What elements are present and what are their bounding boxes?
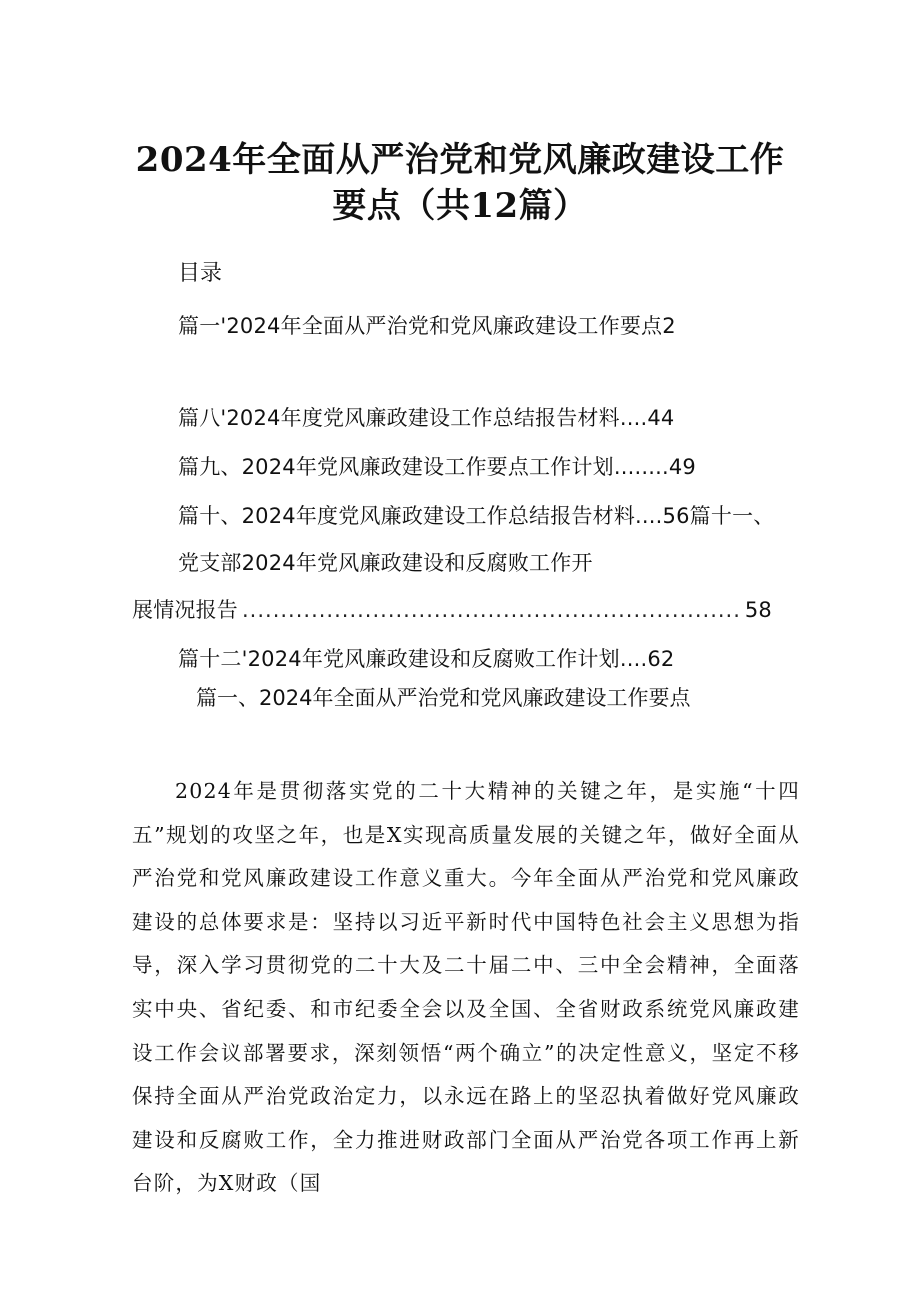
toc-entry-8[interactable]: 篇八'2024年度党风廉政建设工作总结报告材料....44 [178,406,675,430]
toc-entry-12[interactable]: 篇十二'2024年党风廉政建设和反腐败工作计划....62 [178,647,675,671]
toc-entry-10[interactable]: 篇十、2024年度党风廉政建设工作总结报告材料....56篇十一、 [178,504,775,528]
document-title-line-1: 2024年全面从严治党和党风廉政建设工作 [135,140,785,180]
toc-entry-11-line-2[interactable] [132,594,772,624]
body-paragraph: 2024年是贯彻落实党的二十大精神的关键之年，是实施“十四五”规划的攻坚之年，也是X实现高质量发展的关键之年，做好全面从严治党和党风廉政建设工作意义重大。今年全面从严治党和党风廉政建设的总体要求是：坚持以习近平新时代中国特色社会主义思想为指导，深入学习贯彻党的二十大及二十届二中、三中全会精神，全面落实中央、省纪委、和市纪委全会以及全国、全省财政系统党风廉政建设工作会议部署要求，深刻领悟“两个确立”的决定性意义，坚定不移保持全面从严治党政治定力，以永远在路上的坚忍执着做好党风廉政建设和反腐败工作，全力推进财政部门全面从严治党各项工作再上新台阶，为X财政（国 [132,779,800,1196]
section-heading: 篇一、2024年全面从严治党和党风廉政建设工作要点 [196,686,691,710]
toc-entry-11-line-1[interactable]: 党支部2024年党风廉政建设和反腐败工作开 [178,551,593,575]
toc-entry-11-page: 58 [744,598,772,622]
toc-entry-9[interactable]: 篇九、2024年党风廉政建设工作要点工作计划........49 [178,455,696,479]
toc-entry-1[interactable]: 篇一'2024年全面从严治党和党风廉政建设工作要点2 [178,314,676,338]
toc-entry-11-label: 展情况报告 [132,598,238,622]
document-title-line-2: 要点（共12篇） [332,186,588,226]
toc-leader-dots [242,598,741,622]
toc-heading: 目录 [178,261,223,286]
